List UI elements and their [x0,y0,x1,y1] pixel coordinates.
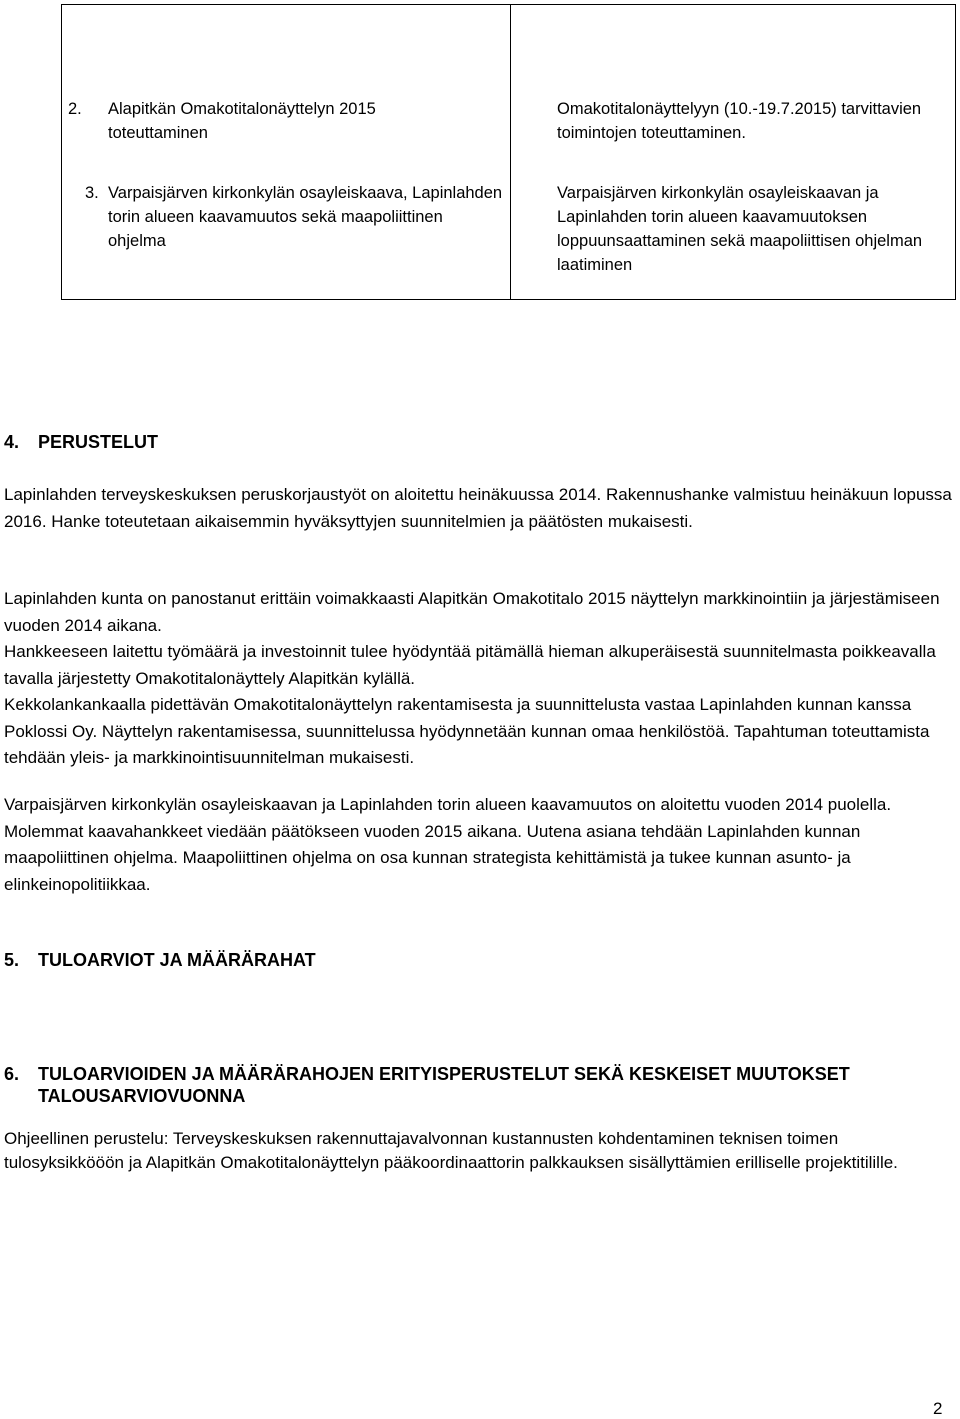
paragraph-text: Lapinlahden kunta on panostanut erittäin voimakkaasti Alapitkän Omakotitalo 2015 näyttelyn markkinointiin ja järjestämiseen vuoden 2014 aikana. [4,589,940,635]
section-heading-5 [4,949,316,971]
table-cell-goal: Alapitkän Omakotitalonäyttelyn 2015 toteuttaminen [108,100,376,142]
section-title: PERUSTELUT [38,432,159,452]
section-number: 5. [4,950,20,970]
paragraph-text: Varpaisjärven kirkonkylän osayleiskaavan ja Lapinlahden torin alueen kaavamuutos on aloitettu vuoden 2014 puolella. Molemmat kaavahankkeet viedään päätökseen vuoden 2015 aikana. Uutena asiana tehdään Lapinlahden kunnan maapoliittinen ohjelma. Maapoliittinen ohjelma on osa kunnan strategista kehittämistä ja tukee kunnan asunto- ja elinkeinopolitiikkaa. [4,795,892,894]
paragraph-text: Ohjeellinen perustelu: Terveyskeskuksen rakennuttajavalvonnan kustannusten kohdentaminen teknisen toimen tulosyksikkööön ja Alapitkän Omakotitalonäyttelyn pääkoordinaattorin palkkauksen sisällyttämien erilliselle projektitilille. [4,1129,898,1172]
paragraph [4,482,954,535]
paragraph [4,1127,954,1175]
section-number: 4. [4,432,20,452]
table-cell-action: Omakotitalonäyttelyyn (10.-19.7.2015) tarvittavien toimintojen toteuttaminen. [557,100,922,142]
section-heading-4 [4,431,158,453]
section-heading-6 [4,1063,944,1107]
paragraph [4,792,954,898]
paragraph [4,586,954,772]
table-cell-action: Varpaisjärven kirkonkylän osayleiskaavan ja Lapinlahden torin alueen kaavamuutoksen loppuunsaattaminen sekä maapoliittisen ohjelman laatiminen [557,184,923,274]
table-cell-goal: Varpaisjärven kirkonkylän osayleiskaava, Lapinlahden torin alueen kaavamuutos sekä maapoliittinen ohjelma [108,184,503,250]
table-row-number: 3. [85,184,99,202]
paragraph-text: Hankkeeseen laitettu työmäärä ja investoinnit tulee hyödyntää pitämällä hieman alkuperäisestä suunnitelmasta poikkeavalla tavalla järjestetty Omakotitalonäyttely Alapitkän kylällä. [4,642,936,688]
section-number: 6. [4,1064,20,1084]
paragraph-text: Lapinlahden terveyskeskuksen peruskorjaustyöt on aloitettu heinäkuussa 2014. Rakennushanke valmistuu heinäkuun lopussa 2016. Hanke toteutetaan aikaisemmin hyväksyttyjen suunnitelmien ja päätösten mukaisesti. [4,485,952,531]
table-row-number: 2. [68,100,82,118]
table-column-divider [510,5,511,299]
section-title: TULOARVIOT JA MÄÄRÄRAHAT [38,950,316,970]
paragraph-text: Kekkolankankaalla pidettävän Omakotitalonäyttelyn rakentamisesta ja suunnittelusta vastaa Lapinlahden kunnan kanssa Poklossi Oy. Näyttelyn rakentamisessa, suunnittelussa hyödynnetään kunnan omaa henkilöstöä. Tapahtuman toteuttamista tehdään yleis- ja markkinointisuunnitelman mukaisesti. [4,695,930,767]
section-title: TULOARVIOIDEN JA MÄÄRÄRAHOJEN ERITYISPERUSTELUT SEKÄ KESKEISET MUUTOKSET TALOUSARVIOVUONNA [38,1064,850,1106]
page-number: 2 [933,1399,943,1418]
